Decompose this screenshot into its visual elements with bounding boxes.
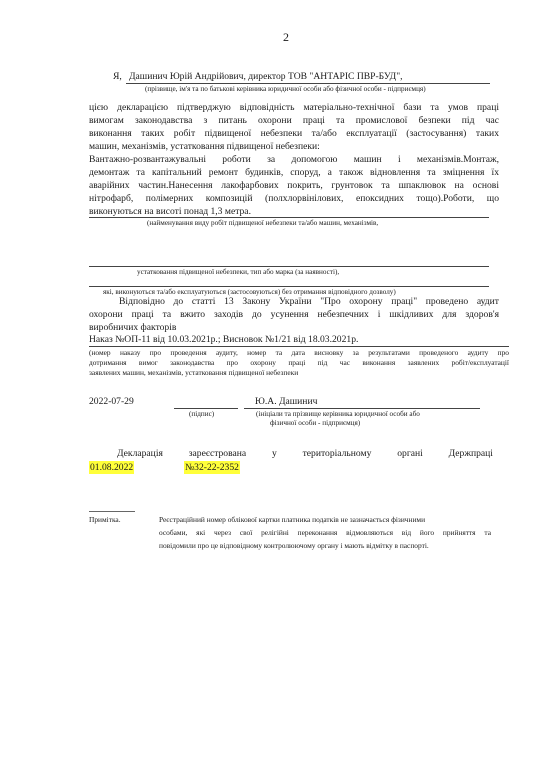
declarant-prefix: Я, bbox=[113, 71, 122, 82]
initials-caption-line: (ініціали та прізвище керівника юридичної особи або bbox=[256, 410, 420, 418]
audit-text bbox=[89, 295, 499, 334]
registration-number: №32-22-2352 bbox=[185, 462, 239, 473]
audit-line: Відповідно до статті 13 Закону України "Про охорону праці" проведено аудит bbox=[119, 296, 499, 307]
order-line: Наказ №ОП-11 від 10.03.2021р.; Висновок №1/21 від 18.03.2021р. bbox=[89, 334, 359, 345]
registration-word: зареєстрована bbox=[188, 448, 247, 459]
works-underline bbox=[89, 217, 489, 218]
body-line: цією декларацією підтверджую відповідність матеріально-технічної бази та умов праці bbox=[89, 102, 499, 113]
note-separator bbox=[89, 511, 135, 512]
signature-date: 2022-07-29 bbox=[89, 396, 134, 407]
order-caption-line: дотримання вимог законодавства про охорону праці під час виконання заявлених робіт/експлуатації bbox=[89, 358, 509, 367]
body-line: машин, механізмів, устатковання підвищеної небезпеки: bbox=[89, 141, 320, 152]
audit-line: виробничих факторів bbox=[89, 322, 177, 333]
note-line: Реєстраційний номер облікової картки платника податків не зазначається фізичними bbox=[159, 515, 426, 524]
note-line: повідомили про це відповідному контролюючому органу і мають відмітку в паспорті. bbox=[159, 541, 429, 550]
registration-date: 01.08.2022 bbox=[90, 462, 134, 473]
order-caption-line: заявлених машин, механізмів, устатковання підвищеної небезпеки bbox=[89, 368, 299, 377]
audit-line: охорони праці та вжито заходів до усунення небезпечних і шкідливих для здоров'я bbox=[89, 309, 499, 320]
works-line: аварійних частин.Нанесення лакофарбових покрить, грунтовок та шпаклювок на основі bbox=[89, 180, 499, 191]
declarant-underline bbox=[126, 83, 490, 84]
works-caption-1: (найменування виду робіт підвищеної небезпеки та/або машин, механізмів, bbox=[147, 219, 379, 227]
registration-word: Держпраці bbox=[448, 448, 493, 459]
declaration-body bbox=[89, 101, 499, 153]
works-underline-2 bbox=[89, 266, 489, 267]
page-number: 2 bbox=[283, 30, 289, 44]
order-caption bbox=[89, 348, 509, 378]
registration-word: органі bbox=[397, 448, 423, 459]
registration-word: Декларація bbox=[117, 448, 163, 459]
signature-line bbox=[174, 408, 238, 409]
works-line: демонтаж та капітальний ремонт будинків, споруд, а також відновлення та зміцнення їх bbox=[89, 167, 499, 178]
body-line: виконання таких робіт підвищеної небезпеки та/або експлуатації (застосування) таких bbox=[89, 128, 499, 139]
works-list bbox=[89, 153, 499, 218]
signature-caption: (підпис) bbox=[189, 410, 215, 418]
works-line: нітрофарб, полімерних композицій (полхлорвінілових, епоксидних тощо).Роботи, що bbox=[89, 193, 499, 204]
initials-caption bbox=[256, 410, 420, 428]
works-caption-2: устатковання підвищеної небезпеки, тип або марка (за наявності), bbox=[137, 268, 340, 276]
order-underline bbox=[89, 346, 509, 347]
signature-initials: Ю.А. Дашинич bbox=[255, 396, 318, 407]
initials-caption-line: фізичної особи - підприємця) bbox=[270, 419, 361, 427]
works-line: виконуються на висоті понад 1,3 метра. bbox=[89, 206, 251, 217]
works-line: Вантажно-розвантажувальні роботи за допомогою машин і механізмів.Монтаж, bbox=[89, 154, 499, 165]
registration-line bbox=[89, 447, 493, 460]
declarant-caption: (прізвище, ім'я та по батькові керівника юридичної особи або фізичної особи - підприємця) bbox=[145, 85, 426, 93]
declarant-name-line: Дашинич Юрій Андрійович, директор ТОВ "АНТАРІС ПВР-БУД", bbox=[129, 71, 403, 82]
initials-underline bbox=[244, 408, 480, 409]
body-line: вимогам законодавства з питань охорони праці та промислової безпеки під час bbox=[89, 115, 499, 126]
registration-word: територіальному bbox=[302, 448, 372, 459]
order-caption-line: (номер наказу про проведення аудиту, номер та дата висновку за результатами проведеного аудиту про bbox=[89, 348, 509, 357]
works-underline-3 bbox=[89, 286, 489, 287]
works-caption-3: які, виконуються та/або експлуатуються (застосовуються) без отримання відповідного дозволу) bbox=[103, 288, 396, 296]
note-line: особами, які через свої релігійні переконання відмовляються від його прийняття та bbox=[159, 528, 491, 537]
note-label: Примітка. bbox=[89, 515, 121, 524]
note-text bbox=[159, 515, 491, 551]
registration-word: у bbox=[271, 448, 277, 459]
